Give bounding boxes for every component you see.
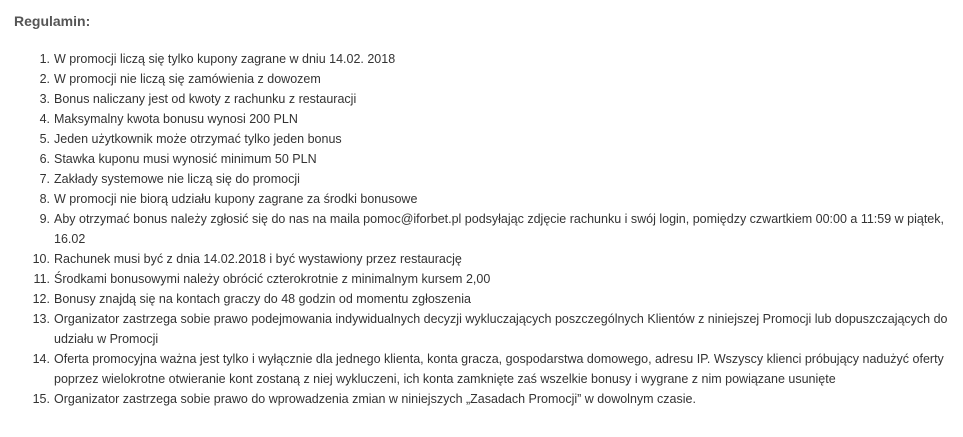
rule-item — [39, 109, 949, 129]
rule-text: Bonusy znajdą się na kontach graczy do 48 godzin od momentu zgłoszenia — [54, 292, 471, 306]
rule-text: Maksymalny kwota bonusu wynosi 200 PLN — [54, 112, 298, 126]
rule-number: 11. — [33, 272, 50, 286]
rule-text: Jeden użytkownik może otrzymać tylko jeden bonus — [54, 132, 342, 146]
rule-text: Organizator zastrzega sobie prawo do wprowadzenia zmian w niniejszych „Zasadach Promocji” w dowolnym czasie. — [54, 392, 696, 406]
rule-text: Rachunek musi być z dnia 14.02.2018 i być wystawiony przez restaurację — [54, 252, 462, 266]
rule-text: Aby otrzymać bonus należy zgłosić się do nas na maila pomoc@iforbet.pl podsyłając zdjęcie rachunku i swój login, pomiędzy czwartkiem 00:00 a 11:59 w piątek, 16.02 — [54, 212, 944, 246]
rule-number: 13. — [32, 312, 50, 326]
rule-item — [39, 89, 949, 109]
rule-text: Zakłady systemowe nie liczą się do promocji — [54, 172, 300, 186]
rule-text: Organizator zastrzega sobie prawo podejmowania indywidualnych decyzji wykluczających poszczególnych Klientów z niniejszej Promocji lub dopuszczających do udziału w Promocji — [54, 312, 948, 346]
rule-item — [39, 169, 949, 189]
rule-item — [32, 389, 949, 409]
rule-text: W promocji liczą się tylko kupony zagrane w dniu 14.02. 2018 — [54, 52, 396, 66]
rule-number: 12. — [32, 292, 50, 306]
rule-item — [39, 69, 949, 89]
rule-text: W promocji nie biorą udziału kupony zagrane za środki bonusowe — [54, 192, 418, 206]
rules-title: Regulamin: — [14, 13, 91, 29]
rule-item — [32, 349, 949, 389]
rule-item — [39, 49, 949, 69]
rule-item — [32, 249, 949, 269]
rule-item — [33, 269, 949, 289]
rule-number: 1. — [39, 52, 50, 66]
rule-item — [32, 289, 949, 309]
rule-number: 2. — [39, 72, 50, 86]
rule-text: Stawka kuponu musi wynosić minimum 50 PLN — [54, 152, 317, 166]
rule-text: Oferta promocyjna ważna jest tylko i wyłącznie dla jednego klienta, konta gracza, gospodarstwa domowego, adresu IP. Wszyscy klienci próbujący nadużyć oferty poprzez wielokrotne otwieranie kont zostaną z niej wykluczeni, ich konta zamknięte zaś wszelkie bonusy i wygrane z nim powiązane usunięte — [54, 352, 944, 386]
rule-item — [39, 209, 949, 249]
rule-text: W promocji nie liczą się zamówienia z dowozem — [54, 72, 321, 86]
rule-number: 14. — [32, 352, 50, 366]
rule-number: 3. — [39, 92, 50, 106]
rule-number: 5. — [39, 132, 50, 146]
rules-section — [14, 12, 949, 409]
rule-item — [32, 309, 949, 349]
rule-item — [39, 129, 949, 149]
rule-number: 9. — [39, 212, 50, 226]
rule-number: 7. — [39, 172, 50, 186]
rule-item — [39, 189, 949, 209]
rule-number: 8. — [39, 192, 50, 206]
rule-text: Bonus naliczany jest od kwoty z rachunku z restauracji — [54, 92, 357, 106]
rule-item — [39, 149, 949, 169]
rule-number: 10. — [32, 252, 50, 266]
rules-list — [14, 49, 949, 409]
rule-number: 15. — [32, 392, 50, 406]
rule-number: 4. — [39, 112, 50, 126]
rule-text: Środkami bonusowymi należy obrócić czterokrotnie z minimalnym kursem 2,00 — [54, 272, 491, 286]
rule-number: 6. — [39, 152, 50, 166]
